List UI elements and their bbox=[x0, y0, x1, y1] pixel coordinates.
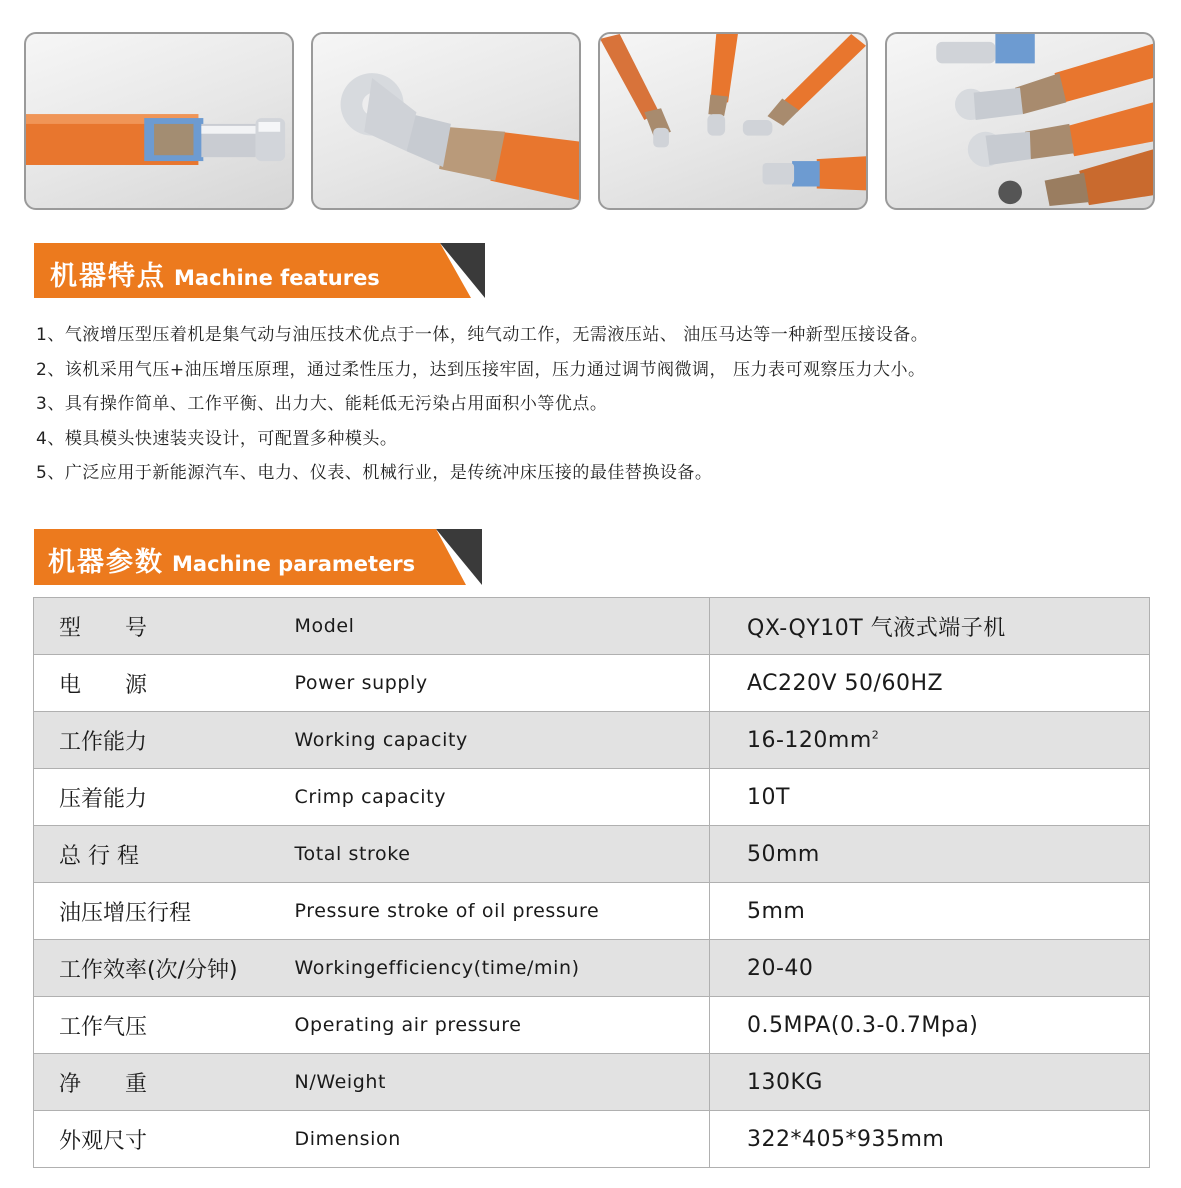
cable-lugs-closeup-photo bbox=[885, 32, 1155, 210]
machine-parameters-header bbox=[34, 529, 494, 587]
feature-item: 3、具有操作简单、工作平衡、出力大、能耗低无污染占用面积小等优点。 bbox=[36, 394, 608, 414]
param-value-cell bbox=[710, 712, 1150, 769]
param-value: 130KG bbox=[710, 1054, 1150, 1111]
features-title-en: Machine features bbox=[174, 266, 380, 290]
table-row bbox=[34, 1054, 1150, 1111]
param-name-en: Operating air pressure bbox=[293, 997, 710, 1054]
param-value: 20-40 bbox=[710, 940, 1150, 997]
machine-features-header bbox=[34, 243, 494, 301]
param-value: AC220V 50/60HZ bbox=[710, 655, 1150, 712]
param-name-zh: 工作能力 bbox=[34, 712, 293, 769]
table-row bbox=[34, 997, 1150, 1054]
cable-terminal-tube-photo bbox=[24, 32, 294, 210]
feature-item: 2、该机采用气压+油压增压原理，通过柔性压力，达到压接牢固，压力通过调节阀微调， 压力表可观察压力大小。 bbox=[36, 359, 926, 380]
cable-ring-lug-photo bbox=[311, 32, 581, 210]
features-list bbox=[36, 318, 1166, 491]
param-name-zh: 外观尺寸 bbox=[34, 1111, 293, 1168]
param-value: 16-120mm bbox=[747, 727, 872, 753]
features-title-zh: 机器特点 bbox=[50, 261, 166, 292]
param-name-zh: 油压增压行程 bbox=[34, 883, 293, 940]
feature-item: 5、广泛应用于新能源汽车、电力、仪表、机械行业，是传统冲床压接的最佳替换设备。 bbox=[36, 463, 713, 483]
param-name-en: Total stroke bbox=[293, 826, 710, 883]
param-name-zh: 压着能力 bbox=[34, 769, 293, 826]
param-name-zh: 总 行 程 bbox=[34, 826, 293, 883]
param-name-zh: 电 源 bbox=[34, 655, 293, 712]
product-photo-strip bbox=[24, 32, 1158, 214]
table-row bbox=[34, 769, 1150, 826]
table-row bbox=[34, 883, 1150, 940]
param-name-en: Dimension bbox=[293, 1111, 710, 1168]
param-name-zh: 工作效率(次/分钟) bbox=[34, 940, 293, 997]
table-row bbox=[34, 598, 1150, 655]
param-value: QX-QY10T 气液式端子机 bbox=[710, 598, 1150, 655]
params-title-en: Machine parameters bbox=[172, 552, 416, 576]
param-value: 10T bbox=[710, 769, 1150, 826]
feature-item: 1、气液增压型压着机是集气动与油压技术优点于一体，纯气动工作，无需液压站、 油压马达等一种新型压接设备。 bbox=[36, 325, 929, 345]
param-name-en: Pressure stroke of oil pressure bbox=[293, 883, 710, 940]
table-row bbox=[34, 826, 1150, 883]
param-name-zh: 型 号 bbox=[34, 598, 293, 655]
param-name-zh: 工作气压 bbox=[34, 997, 293, 1054]
param-value: 322*405*935mm bbox=[710, 1111, 1150, 1168]
param-name-en: Workingefficiency(time/min) bbox=[293, 940, 710, 997]
param-name-zh: 净 重 bbox=[34, 1054, 293, 1111]
params-title-zh: 机器参数 bbox=[48, 547, 164, 578]
table-row bbox=[34, 712, 1150, 769]
param-name-en: Power supply bbox=[293, 655, 710, 712]
param-value: 5mm bbox=[710, 883, 1150, 940]
machine-parameters-table bbox=[33, 597, 1150, 1168]
table-row bbox=[34, 655, 1150, 712]
param-name-en: Crimp capacity bbox=[293, 769, 710, 826]
param-name-en: Model bbox=[293, 598, 710, 655]
param-name-en: Working capacity bbox=[293, 712, 710, 769]
table-row bbox=[34, 940, 1150, 997]
feature-item: 4、模具模头快速装夹设计，可配置多种模头。 bbox=[36, 428, 398, 449]
superscript: 2 bbox=[871, 728, 880, 742]
param-name-en: N/Weight bbox=[293, 1054, 710, 1111]
param-value: 50mm bbox=[710, 826, 1150, 883]
table-row bbox=[34, 1111, 1150, 1168]
multiple-cables-photo bbox=[598, 32, 868, 210]
param-value: 0.5MPA(0.3-0.7Mpa) bbox=[710, 997, 1150, 1054]
